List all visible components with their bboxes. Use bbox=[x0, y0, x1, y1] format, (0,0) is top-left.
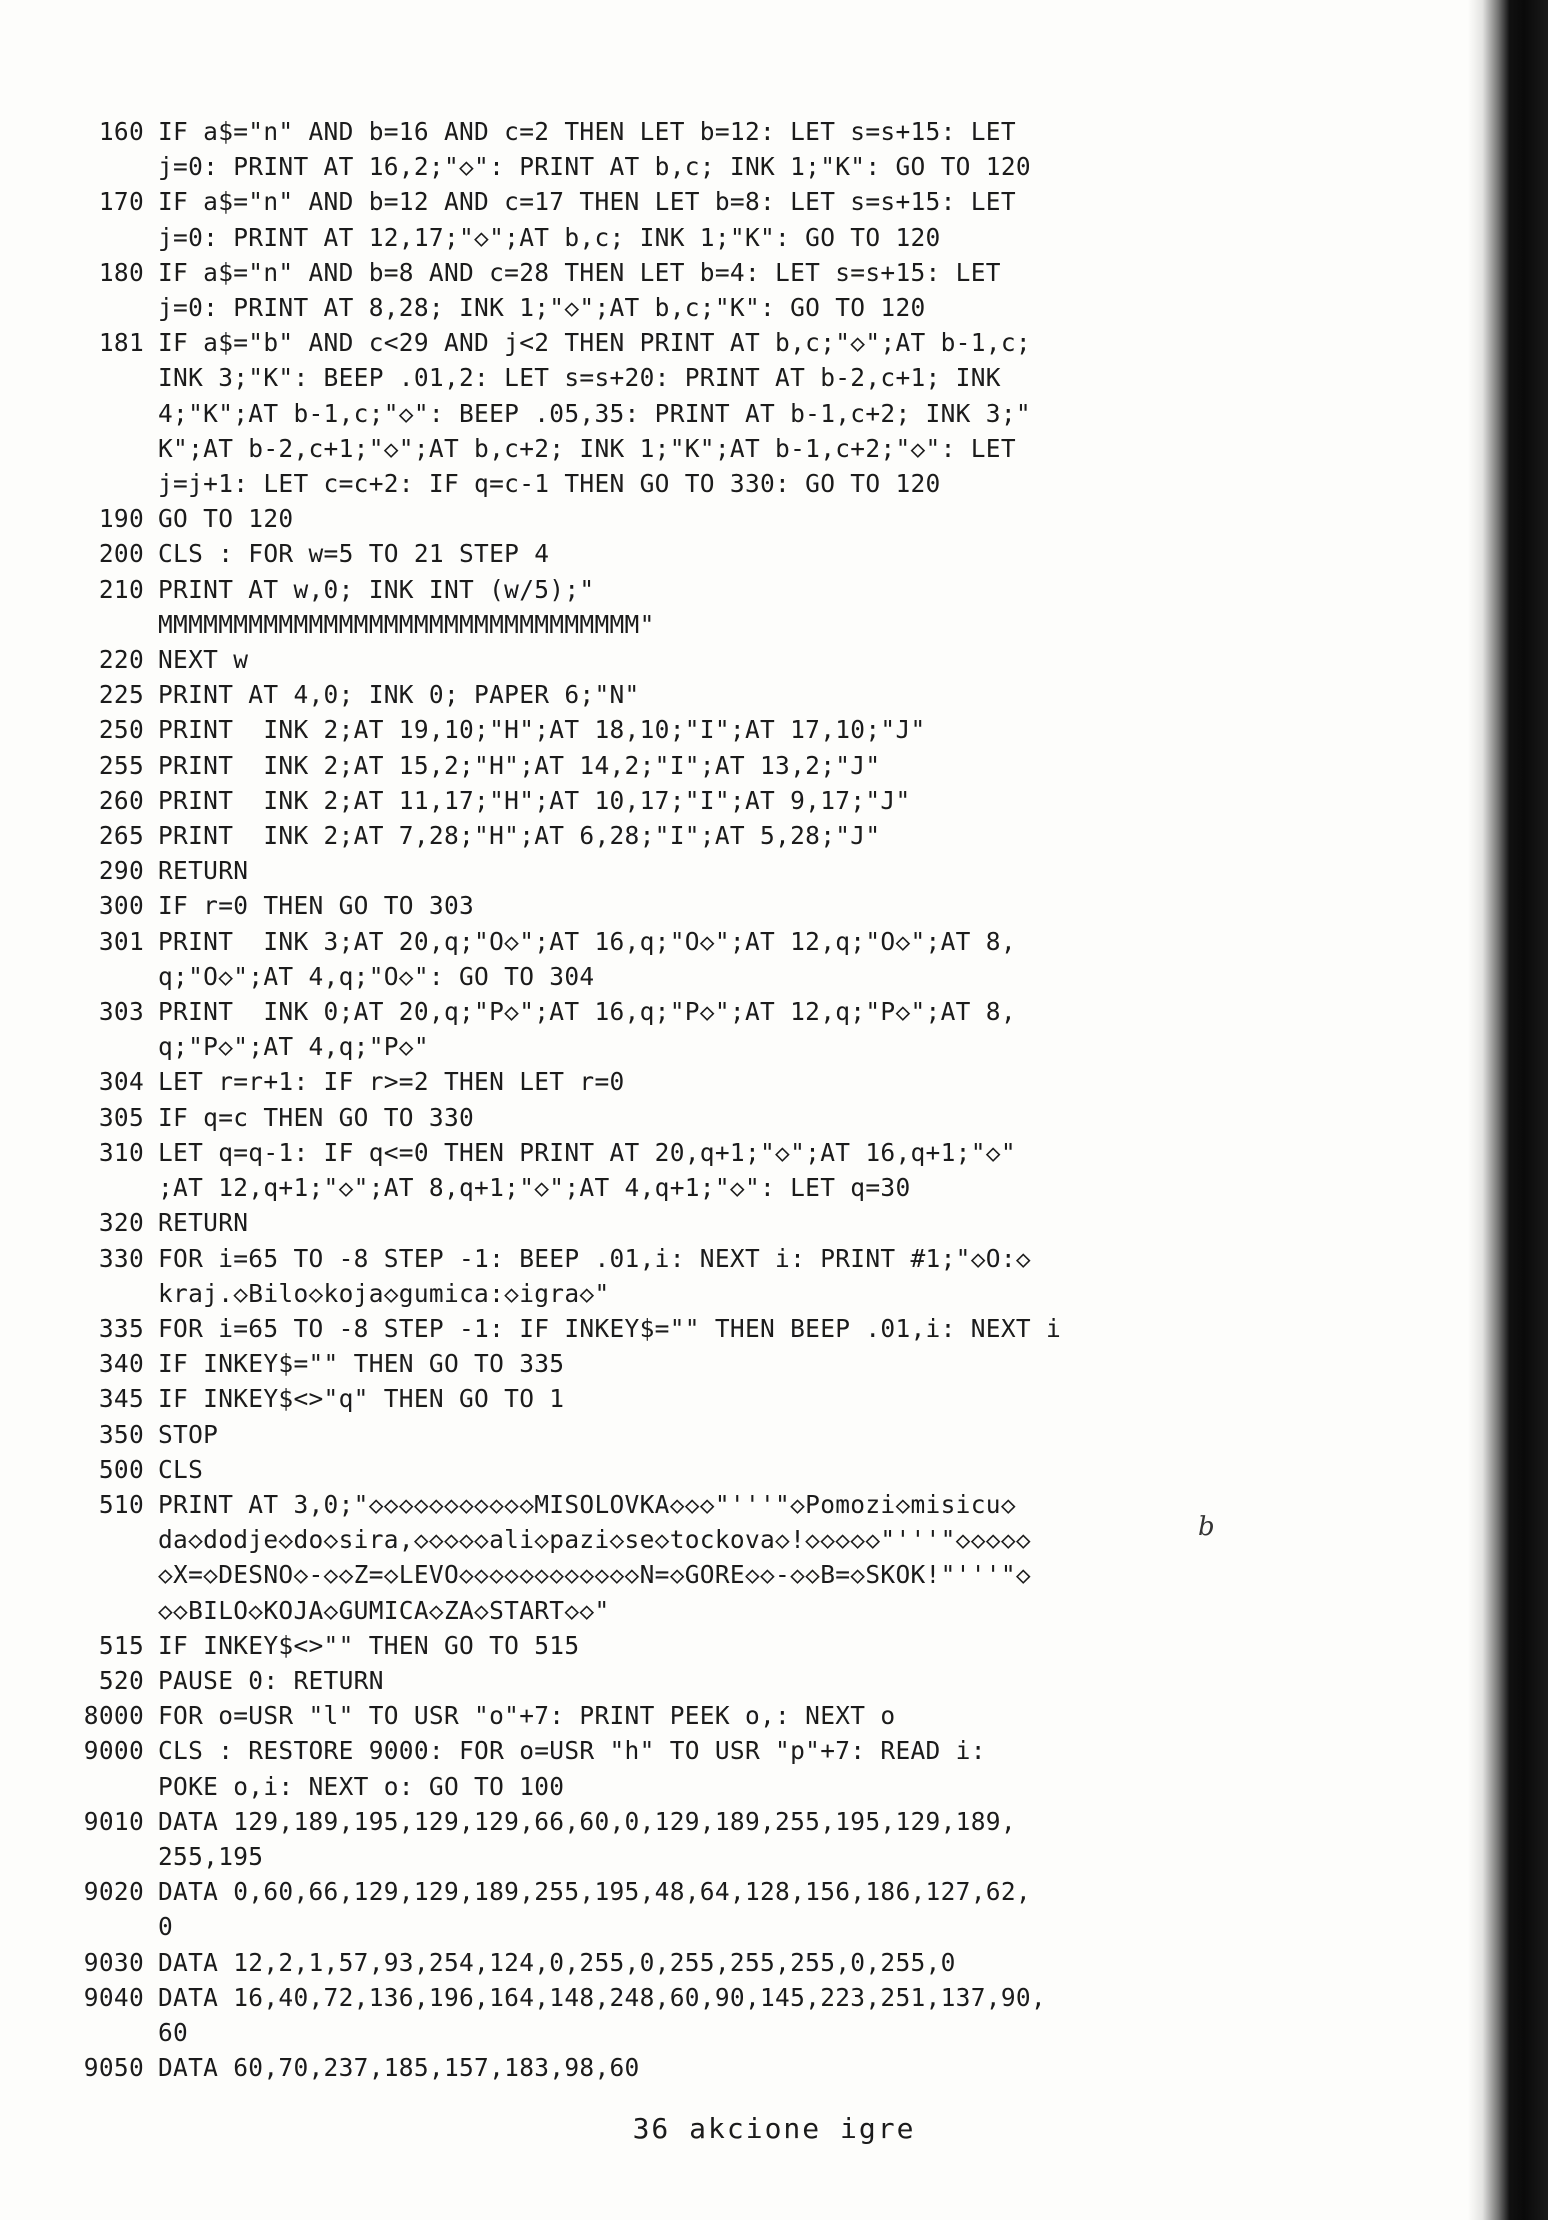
line-code: DATA 60,70,237,185,157,183,98,60 bbox=[158, 2053, 640, 2083]
line-number: 330 bbox=[98, 1243, 144, 1273]
code-line bbox=[62, 1628, 1362, 1663]
code-line bbox=[62, 1945, 1362, 1980]
line-number: 220 bbox=[98, 645, 144, 675]
code-line bbox=[62, 1064, 1362, 1099]
code-line bbox=[62, 1487, 1362, 1628]
line-code: IF a$="n" AND b=12 AND c=17 THEN LET b=8: LET s=s+15: LET j=0: PRINT AT 12,17;"◇";AT b,c; INK 1;"K": GO TO 120 bbox=[158, 187, 1016, 252]
code-line bbox=[62, 2050, 1362, 2085]
line-number: 9010 bbox=[83, 1806, 144, 1836]
line-code: FOR o=USR "l" TO USR "o"+7: PRINT PEEK o,: NEXT o bbox=[158, 1701, 896, 1731]
line-code: PAUSE 0: RETURN bbox=[158, 1665, 384, 1695]
line-number: 250 bbox=[98, 715, 144, 745]
line-code: IF a$="b" AND c<29 AND j<2 THEN PRINT AT b,c;"◇";AT b-1,c; INK 3;"K": BEEP .01,2: LET s=s+20: PRINT AT b-2,c+1; INK 4;"K";AT b-1,c;"◇": BEEP .05,35: PRINT AT b-1,c+2; INK 3;" K";AT b-2,c+1;"◇";AT b,c+2; INK 1;"K";AT b-1,c+2;"◇": LET j=j+1: LET c=c+2: IF q=c-1 THEN GO TO 330: GO TO 120 bbox=[158, 328, 1031, 499]
code-line bbox=[62, 1135, 1362, 1205]
code-line bbox=[62, 994, 1362, 1064]
line-number: 340 bbox=[98, 1349, 144, 1379]
code-line bbox=[62, 888, 1362, 923]
line-code: PRINT INK 2;AT 11,17;"H";AT 10,17;"I";AT 9,17;"J" bbox=[158, 785, 911, 815]
code-line bbox=[62, 1381, 1362, 1416]
line-number: 9030 bbox=[83, 1947, 144, 1977]
code-line bbox=[62, 1980, 1362, 2050]
line-code: CLS : FOR w=5 TO 21 STEP 4 bbox=[158, 539, 550, 569]
code-line bbox=[62, 1205, 1362, 1240]
code-line bbox=[62, 924, 1362, 994]
line-code: PRINT INK 2;AT 15,2;"H";AT 14,2;"I";AT 13,2;"J" bbox=[158, 750, 881, 780]
line-number: 255 bbox=[98, 750, 144, 780]
code-line bbox=[62, 1733, 1362, 1803]
line-code: CLS bbox=[158, 1454, 204, 1484]
line-code: PRINT AT 4,0; INK 0; PAPER 6;"N" bbox=[158, 680, 640, 710]
code-line bbox=[62, 114, 1362, 184]
line-code: DATA 12,2,1,57,93,254,124,0,255,0,255,255,255,0,255,0 bbox=[158, 1947, 956, 1977]
code-line bbox=[62, 1804, 1362, 1874]
line-number: 520 bbox=[98, 1665, 144, 1695]
binding-shadow bbox=[1468, 0, 1548, 2220]
line-number: 301 bbox=[98, 926, 144, 956]
line-code: IF INKEY$<>"" THEN GO TO 515 bbox=[158, 1630, 580, 1660]
line-number: 210 bbox=[98, 574, 144, 604]
line-number: 9000 bbox=[83, 1736, 144, 1766]
line-number: 345 bbox=[98, 1384, 144, 1414]
line-number: 180 bbox=[98, 257, 144, 287]
code-line bbox=[62, 642, 1362, 677]
line-number: 160 bbox=[98, 117, 144, 146]
line-code: DATA 0,60,66,129,129,189,255,195,48,64,128,156,186,127,62, 0 bbox=[158, 1877, 1031, 1942]
code-line bbox=[62, 1452, 1362, 1487]
line-code: CLS : RESTORE 9000: FOR o=USR "h" TO USR "p"+7: READ i: POKE o,i: NEXT o: GO TO 100 bbox=[158, 1736, 986, 1801]
line-code: GO TO 120 bbox=[158, 504, 294, 534]
line-code: PRINT INK 0;AT 20,q;"P◇";AT 16,q;"P◇";AT 12,q;"P◇";AT 8, q;"P◇";AT 4,q;"P◇" bbox=[158, 997, 1016, 1062]
line-number: 200 bbox=[98, 539, 144, 569]
code-line bbox=[62, 184, 1362, 254]
line-number: 9040 bbox=[83, 1982, 144, 2012]
code-line bbox=[62, 536, 1362, 571]
line-code: PRINT AT w,0; INK INT (w/5);" MMMMMMMMMMMMMMMMMMMMMMMMMMMMMMMM" bbox=[158, 574, 655, 639]
line-number: 310 bbox=[98, 1137, 144, 1167]
line-code: PRINT INK 2;AT 7,28;"H";AT 6,28;"I";AT 5,28;"J" bbox=[158, 821, 881, 851]
code-line bbox=[62, 501, 1362, 536]
line-code: RETURN bbox=[158, 856, 249, 886]
line-code: DATA 129,189,195,129,129,66,60,0,129,189,255,195,129,189, 255,195 bbox=[158, 1806, 1016, 1871]
line-number: 320 bbox=[98, 1208, 144, 1238]
basic-listing bbox=[62, 114, 1362, 2085]
line-code: FOR i=65 TO -8 STEP -1: BEEP .01,i: NEXT i: PRINT #1;"◇O:◇ kraj.◇Bilo◇koja◇gumica:◇igra◇" bbox=[158, 1243, 1031, 1308]
line-code: FOR i=65 TO -8 STEP -1: IF INKEY$="" THEN BEEP .01,i: NEXT i bbox=[158, 1313, 1062, 1343]
line-number: 170 bbox=[98, 187, 144, 217]
line-number: 8000 bbox=[83, 1701, 144, 1731]
code-line bbox=[62, 1663, 1362, 1698]
code-line bbox=[62, 1311, 1362, 1346]
code-line bbox=[62, 1698, 1362, 1733]
line-code: STOP bbox=[158, 1419, 219, 1449]
page-footer: 36 akcione igre bbox=[632, 2112, 916, 2145]
line-number: 9050 bbox=[83, 2053, 144, 2083]
line-number: 225 bbox=[98, 680, 144, 710]
code-line bbox=[62, 748, 1362, 783]
handwritten-mark: b bbox=[1198, 1512, 1215, 1542]
line-number: 500 bbox=[98, 1454, 144, 1484]
line-code: IF q=c THEN GO TO 330 bbox=[158, 1102, 475, 1132]
line-code: PRINT AT 3,0;"◇◇◇◇◇◇◇◇◇◇◇MISOLOVKA◇◇◇"'''"◇Pomozi◇misicu◇ da◇dodje◇do◇sira,◇◇◇◇◇ali◇pazi◇se◇tockova◇!◇◇◇◇◇"'''"◇◇◇◇◇ ◇X=◇DESNO◇-◇◇Z=◇LEVO◇◇◇◇◇◇◇◇◇◇◇◇N=◇GORE◇◇-◇◇B=◇SKOK!"'''"◇ ◇◇BILO◇KOJA◇GUMICA◇ZA◇START◇◇" bbox=[158, 1489, 1031, 1625]
line-code: IF a$="n" AND b=16 AND c=2 THEN LET b=12: LET s=s+15: LET j=0: PRINT AT 16,2;"◇": PRINT AT b,c; INK 1;"K": GO TO 120 bbox=[158, 117, 1031, 182]
line-number: 300 bbox=[98, 891, 144, 921]
code-line bbox=[62, 1100, 1362, 1135]
line-number: 303 bbox=[98, 997, 144, 1027]
line-code: DATA 16,40,72,136,196,164,148,248,60,90,145,223,251,137,90, 60 bbox=[158, 1982, 1046, 2047]
line-number: 265 bbox=[98, 821, 144, 851]
line-code: PRINT INK 3;AT 20,q;"O◇";AT 16,q;"O◇";AT 12,q;"O◇";AT 8, q;"O◇";AT 4,q;"O◇": GO TO 304 bbox=[158, 926, 1016, 991]
code-line bbox=[62, 1346, 1362, 1381]
line-number: 335 bbox=[98, 1313, 144, 1343]
line-code: LET r=r+1: IF r>=2 THEN LET r=0 bbox=[158, 1067, 625, 1097]
line-number: 181 bbox=[98, 328, 144, 358]
line-code: IF INKEY$="" THEN GO TO 335 bbox=[158, 1349, 565, 1379]
line-number: 350 bbox=[98, 1419, 144, 1449]
line-number: 510 bbox=[98, 1489, 144, 1519]
code-line bbox=[62, 325, 1362, 501]
code-line bbox=[62, 783, 1362, 818]
code-line bbox=[62, 255, 1362, 325]
line-number: 190 bbox=[98, 504, 144, 534]
line-code: IF a$="n" AND b=8 AND c=28 THEN LET b=4: LET s=s+15: LET j=0: PRINT AT 8,28; INK 1;"◇";AT b,c;"K": GO TO 120 bbox=[158, 257, 1001, 323]
code-line bbox=[62, 1417, 1362, 1452]
code-line bbox=[62, 572, 1362, 642]
line-number: 515 bbox=[98, 1630, 144, 1660]
code-line bbox=[62, 677, 1362, 712]
line-number: 260 bbox=[98, 785, 144, 815]
line-code: IF INKEY$<>"q" THEN GO TO 1 bbox=[158, 1384, 565, 1414]
line-code: RETURN bbox=[158, 1208, 249, 1238]
code-line bbox=[62, 1874, 1362, 1944]
code-line bbox=[62, 712, 1362, 747]
code-line bbox=[62, 818, 1362, 853]
line-number: 9020 bbox=[83, 1877, 144, 1907]
line-code: PRINT INK 2;AT 19,10;"H";AT 18,10;"I";AT 17,10;"J" bbox=[158, 715, 926, 745]
line-number: 304 bbox=[98, 1067, 144, 1097]
line-number: 290 bbox=[98, 856, 144, 886]
line-number: 305 bbox=[98, 1102, 144, 1132]
line-code: IF r=0 THEN GO TO 303 bbox=[158, 891, 475, 921]
line-code: LET q=q-1: IF q<=0 THEN PRINT AT 20,q+1;"◇";AT 16,q+1;"◇" ;AT 12,q+1;"◇";AT 8,q+1;"◇";AT 4,q+1;"◇": LET q=30 bbox=[158, 1137, 1016, 1203]
code-line bbox=[62, 1241, 1362, 1311]
line-code: NEXT w bbox=[158, 645, 249, 675]
code-line bbox=[62, 853, 1362, 888]
